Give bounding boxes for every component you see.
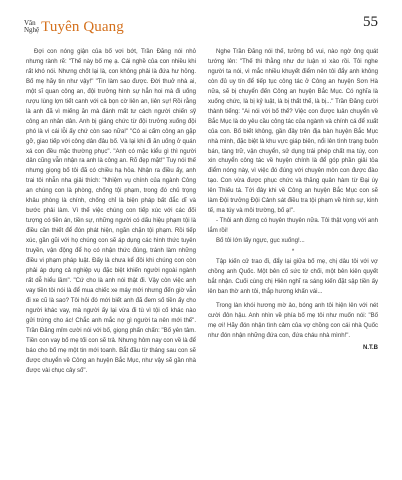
author-signature: N.T.B xyxy=(363,344,378,351)
page-number: 55 xyxy=(363,14,378,30)
body-paragraph: Bố tôi lớn lấy ngực, gục xuống!... xyxy=(216,238,305,245)
body-paragraph: - Thôi anh đừng có huyên thuyên nữa. Tôi thật vọng với anh lắm rồi! xyxy=(208,218,378,235)
magazine-masthead xyxy=(24,14,124,36)
logo-line-2: Nghệ xyxy=(24,26,40,34)
body-paragraph: Tập kiến cử trao đi, đẩy lại giữa bố mẹ, chị dâu tôi với vợ chồng anh Quốc. Một bên cố sức từ chối, một bên kiên quyết bắt nhận. Cuối cùng chị Hiên nghĩ ra sáng kiến đặt sập tiền ấy lên ban thờ anh tôi, thắp hương khấn vái... xyxy=(208,259,378,295)
body-paragraph: Trong làn khói hương mờ ảo, bóng anh tôi hiện lên với nét cười đôn hậu. Anh nhìn về phía bố mẹ tôi như muốn nói: "Bố mẹ ơi! Hãy đón nhận tình cảm của vợ chồng con cái nhà Quốc như đón nhận những đứa con, đứa cháu nhà mình!". xyxy=(208,302,378,339)
magazine-title: Tuyên Quang xyxy=(41,19,124,35)
logo-line-1: Văn xyxy=(24,19,36,27)
section-separator: * xyxy=(291,249,295,256)
body-paragraph: Nghe Trần Đăng nói thế, tưởng bố vui, nào ngờ ông quát tướng lên: "Thế thì thằng như dư luận xì xào rồi. Tôi nghe người ta nói, vì mắc nhiều khuyết điểm nên tôi đẩy anh không còn đủ uy tín để tiếp tục công tác ở Công an huyện Sơn Hà nữa, sẽ bị chuyển đến Công an huyện Bắc Mục. Có nghĩa là xuống chức, là bị kỷ luật, là bị thất thế, là bị..." Trần Đăng cười thành tiếng: "Ai nói với bố thế? Việc con được luân chuyển về Bắc Mục là do yêu cầu công tác của ngành và chính cá để xuất của con. Bố biết không, gần đây trên địa bàn huyện Bắc Mục nhà mình, đặc biệt là khu vực giáp biên, nổi lên tình trạng buôn bán, tàng trữ, vận chuyển, sử dụng trái phép chất ma túy, con xin chuyển công tác về huyện chính là để góp phần giải tỏa điểm nóng này, vì việc đó đúng với chuyên môn con được đào tạo. Con vừa được phục chức và thăng quân hàm từ Đại úy lên Thiếu tá. Tới đây khi về Công an huyện Bắc Mục con sẽ làm Đội trưởng Đội Cảnh sát điều tra tội phạm về hình sự, kinh tế, ma túy và môi trường, bố ạ!". xyxy=(208,49,378,215)
logo-mark xyxy=(24,20,39,36)
left-column xyxy=(26,48,196,376)
right-column xyxy=(208,48,378,354)
body-paragraph: Đợi con nóng giận của bố vơi bớt, Trần Đăng nói nhỏ nhưng rành rẽ: "Thế này bố mẹ ạ. Cái nghề của con nhiều khi rất khó nói. Nhưng chốt lại là, con không phải là đứa hư hỏng. Bố mẹ hãy tin như vậy!" "Tin làm sao được. Đời thuở nhà ai, một sĩ quan công an, đội trưởng hình sự hẳn hoi mà đi uống rượu lùng lợn tiết canh với cả bọn cờ liên an, liên sự! Rồi rằng là anh đã vì miếng ăn mà đánh mất tư cách người chiến sỹ công an nhân dân. Anh bị giáng chức từ đội trưởng xuống đội phó là vì cái lỗi ấy chứ còn sao nữa!" "Có ai cấm công an gặp gỡ, giao tiếp với công dân đâu bố. Và lại khi đi ăn uống ở quán xá con đều mặc thường phục". "Anh có mặc kiểu gì thì người dân cũng vẫn nhận ra anh là công an. Rõ đẹp mặt!" Tuy nói thế nhưng giọng bố tôi đã có chiều hạ hỏa. Nhận ra điều ấy, anh trai tôi nhẫn nha giải thích: "Nhiệm vụ chính của ngành Công an chúng con là phòng, chống tội phạm, trong đó chủ trọng khâu phòng là chính, chống chỉ là biện pháp bất đắc dĩ và bước phải làm. Vì thế việc chúng con tiếp xúc với các đối tượng có tiền án, tiền sự, những người có dấu hiệu phạm tội là điều cần thiết để đón phát hiện, ngăn chặn tội phạm. Rồi tiếp xúc, gần gũi với họ chúng con sẽ áp dụng các hình thức tuyên truyền, vận động để họ có nhận thức đúng, tránh làm những điều vi phạm pháp luật. Đấy là chưa kể đôi khi chúng con còn phải áp dụng cả nghiệp vụ đặc biệt khiến người ngoài ngành rất dễ hiểu lầm". "Cứ cho là anh nói thật đi. Vậy còn việc anh vay tiền tôi nói là để mua chiếc xe máy mới nhưng đến giờ vẫn đi xe cũ là sao? Tôi hỏi đó mới biết anh đã đem số tiền ấy cho người khác vay, mà người ấy lại vừa đi tù vì tội cố khác nào gửi trứng cho ác! Chắc anh mắc nợ gì người ta nên mới thế". Trần Đăng mỉm cười nói với bố, giọng phấn chấn: "Bố yên tâm. Tiền con vay bố mẹ tối con sẽ trả. Nhưng hôm nay con về là để báo cho bố mẹ một tin mới toanh. Bắt đầu từ tháng sau con sẽ được chuyển về Công an huyện Bắc Mục, như vậy sẽ gần nhà được vài chục cây số". xyxy=(26,49,196,374)
